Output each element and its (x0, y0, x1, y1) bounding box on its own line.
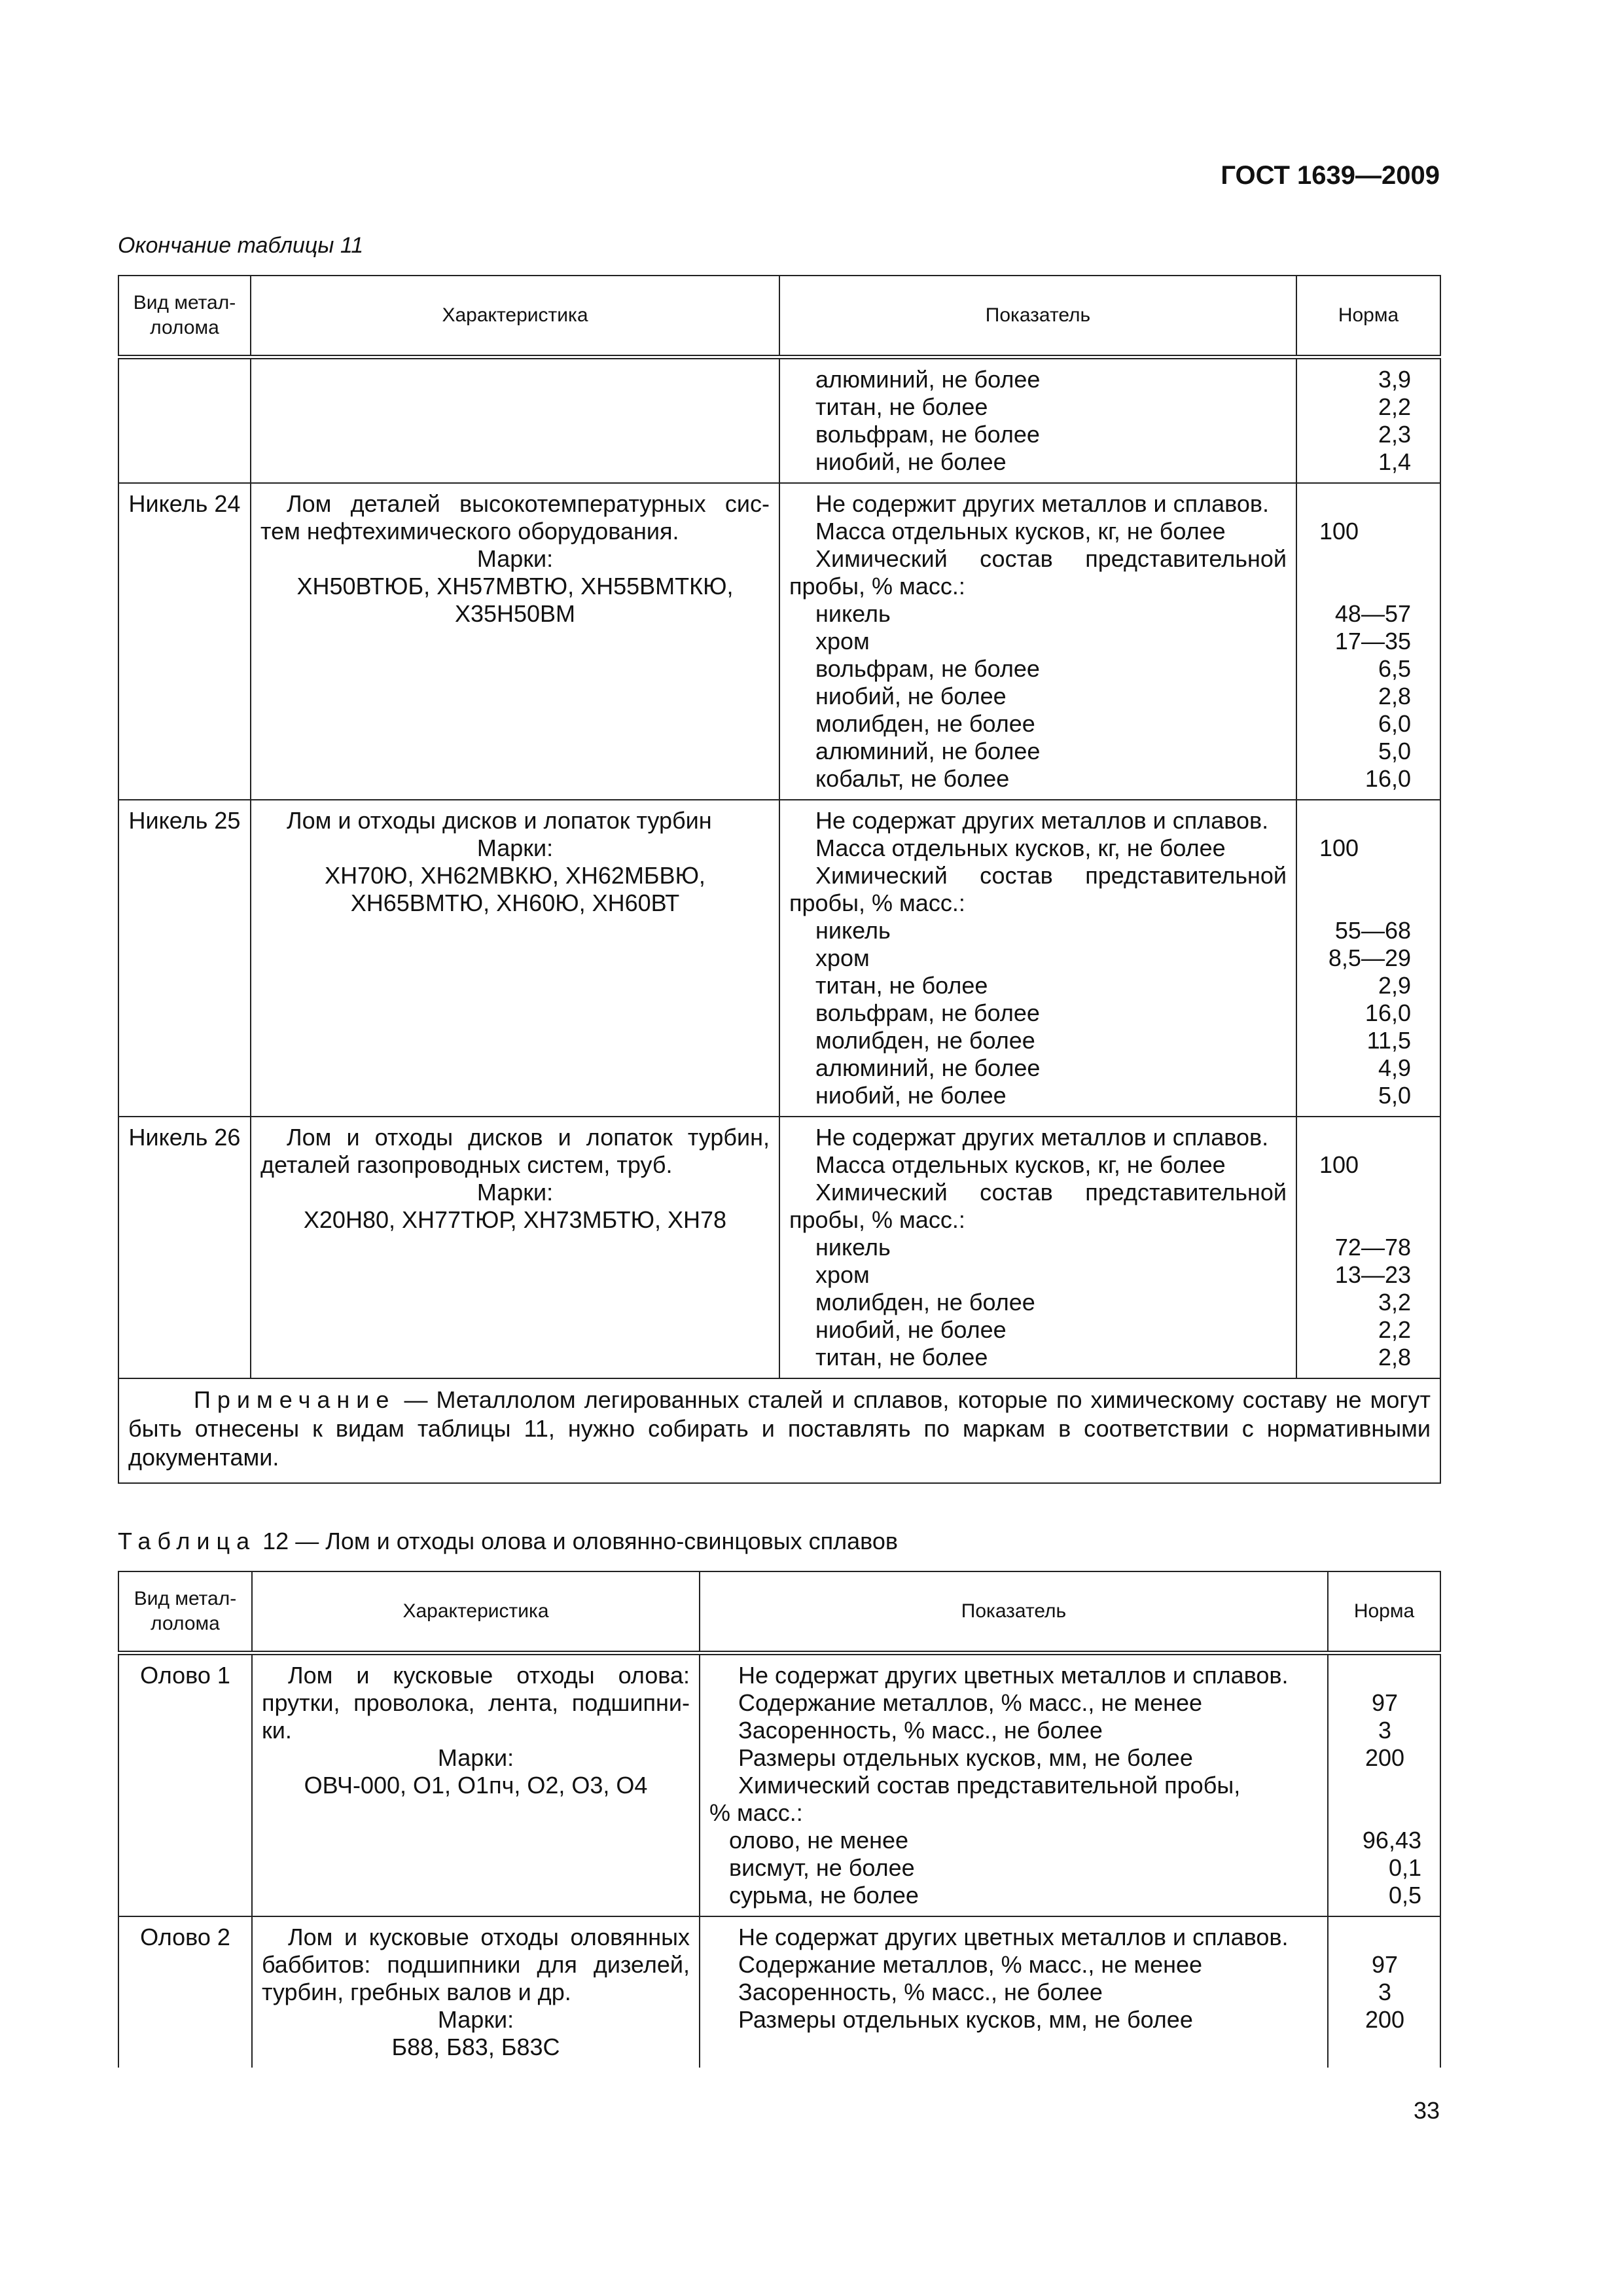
characteristic-line: баббитов: подшипники для дизелей, (262, 1951, 690, 1978)
kind-label: Олово 1 (140, 1662, 230, 1689)
norm-value: 100 (1319, 1151, 1359, 1178)
indicator-line: никель (815, 1234, 891, 1261)
table-12-caption: 12 — Лом и отходы олова и оловянно-свинцовых сплавов (256, 1528, 899, 1554)
norm-value: 97 (1371, 1689, 1399, 1716)
table-11 (118, 275, 1441, 1484)
column-header-characteristic: Характеристика (251, 276, 779, 357)
norm-value (1338, 1772, 1421, 1799)
indicator-cell (700, 1653, 1328, 1917)
norm-value: 16,0 (1364, 765, 1411, 792)
table-header-row (118, 1571, 1440, 1653)
grades-list: ХН70Ю, ХН62МВКЮ, ХН62МБВЮ, (325, 862, 705, 889)
norm-value: 3 (1378, 1979, 1392, 2005)
norm-value: 3,2 (1378, 1289, 1411, 1316)
indicator-line: вольфрам, не более (815, 999, 1040, 1026)
indicator-line: висмут, не более (729, 1854, 915, 1881)
grades-list: Х35Н50ВМ (454, 600, 576, 627)
indicator-line: Не содержит других металлов и сплавов. (815, 490, 1269, 517)
indicator-line: кобальт, не более (815, 765, 1010, 792)
indicator-cell (779, 1117, 1296, 1378)
table-row (118, 357, 1440, 484)
note-text: — Металлолом легированных сталей и сплавов, которые по химическому составу не могут быть отнесены к видам таблицы 11, нужно собирать и поставлять по маркам в соответствии с нормативными документами. (128, 1386, 1431, 1471)
indicator-line: Не содержат других металлов и сплавов. (815, 1124, 1269, 1151)
indicator-line: вольфрам, не более (815, 421, 1040, 448)
characteristic-line: турбин, гребных валов и др. (262, 1979, 571, 2005)
standard-number: ГОСТ 1639—2009 (1221, 161, 1440, 190)
indicator-line: молибден, не более (815, 1027, 1035, 1054)
characteristic-line: тем нефтехимического оборудования. (260, 518, 679, 545)
norm-value (1306, 862, 1411, 889)
grades-label: Марки: (476, 1179, 554, 1206)
norm-value (1338, 1924, 1421, 1951)
norm-value: 0,1 (1388, 1854, 1421, 1881)
indicator-line: Масса отдельных кусков, кг, не более (815, 1151, 1226, 1178)
norm-value: 2,8 (1378, 1344, 1411, 1371)
indicator-line: олово, не менее (729, 1827, 909, 1854)
characteristic-line: прутки, проволока, лента, подшипни- (262, 1689, 690, 1716)
indicator-line: пробы, % масс.: (789, 573, 965, 600)
indicator-line: алюминий, не более (815, 1054, 1041, 1081)
norm-value: 97 (1371, 1951, 1399, 1978)
indicator-line: Химический состав представительной пробы, (738, 1772, 1241, 1799)
indicator-line: никель (815, 917, 891, 944)
indicator-line: Не содержат других металлов и сплавов. (815, 807, 1269, 834)
characteristic-line: ки. (262, 1717, 292, 1744)
grades-list: ХН65ВМТЮ, ХН60Ю, ХН60ВТ (350, 889, 680, 916)
indicator-line: Не содержат других цветных металлов и сплавов. (738, 1662, 1289, 1689)
norm-value: 5,0 (1378, 1082, 1411, 1109)
norm-value: 16,0 (1364, 999, 1411, 1026)
grades-list: ОВЧ-000, О1, О1пч, О2, О3, О4 (304, 1772, 648, 1799)
characteristic-cell (251, 1117, 779, 1378)
grades-list: ХН50ВТЮБ, ХН57МВТЮ, ХН55ВМТКЮ, (296, 573, 734, 600)
table-12-label: Таблица (118, 1528, 257, 1554)
indicator-line: Масса отдельных кусков, кг, не более (815, 518, 1226, 545)
kind-cell (118, 800, 251, 1117)
indicator-cell (779, 357, 1296, 484)
grades-label: Марки: (437, 2006, 514, 2033)
norm-cell (1296, 1117, 1440, 1378)
norm-value: 100 (1319, 834, 1359, 861)
indicator-line: пробы, % масс.: (789, 889, 965, 916)
column-header-characteristic: Характеристика (252, 1571, 700, 1653)
kind-cell (118, 1916, 252, 2068)
column-header-indicator: Показатель (779, 276, 1296, 357)
norm-value (1338, 1662, 1421, 1689)
indicator-line: хром (815, 1261, 870, 1288)
norm-value: 1,4 (1378, 448, 1411, 475)
norm-value: 0,5 (1388, 1882, 1421, 1909)
indicator-line: Содержание металлов, % масс., не менее (738, 1951, 1203, 1978)
norm-value (1306, 545, 1411, 573)
norm-cell (1328, 1916, 1440, 2068)
indicator-line: ниобий, не более (815, 1316, 1007, 1343)
indicator-line: ниобий, не более (815, 683, 1007, 709)
table-note (118, 1378, 1440, 1483)
norm-value: 3,9 (1378, 366, 1411, 393)
norm-value: 55—68 (1334, 917, 1411, 944)
norm-value: 100 (1319, 518, 1359, 545)
indicator-line: алюминий, не более (815, 366, 1041, 393)
indicator-line: алюминий, не более (815, 738, 1041, 764)
column-header-norm: Норма (1328, 1571, 1440, 1653)
kind-cell (118, 357, 251, 484)
page-number: 33 (1413, 2097, 1440, 2124)
kind-label: Олово 2 (140, 1924, 230, 1950)
indicator-line: сурьма, не более (729, 1882, 919, 1909)
norm-cell (1296, 357, 1440, 484)
norm-value: 11,5 (1366, 1027, 1411, 1054)
norm-cell (1296, 483, 1440, 800)
indicator-line: никель (815, 600, 891, 627)
indicator-line: хром (815, 944, 870, 971)
norm-value: 13—23 (1334, 1261, 1411, 1288)
note-row (118, 1378, 1440, 1483)
norm-value: 200 (1364, 1744, 1405, 1771)
norm-value: 2,2 (1378, 393, 1411, 420)
kind-label: Никель 24 (128, 490, 241, 517)
table-header-row (118, 276, 1440, 357)
column-header-norm: Норма (1296, 276, 1440, 357)
table-row (118, 800, 1440, 1117)
characteristic-line: Лом и отходы дисков и лопаток турбин, (287, 1124, 770, 1151)
norm-value: 96,43 (1362, 1827, 1421, 1854)
kind-cell (118, 1653, 252, 1917)
norm-value: 2,8 (1378, 683, 1411, 709)
grades-label: Марки: (476, 834, 554, 861)
kind-label: Никель 25 (128, 807, 241, 834)
indicator-line: ниобий, не более (815, 1082, 1007, 1109)
norm-value: 48—57 (1334, 600, 1411, 627)
indicator-line: молибден, не более (815, 1289, 1035, 1316)
norm-cell (1296, 800, 1440, 1117)
indicator-line: титан, не более (815, 972, 988, 999)
indicator-line: Не содержат других цветных металлов и сплавов. (738, 1924, 1289, 1950)
norm-value (1306, 1124, 1411, 1151)
table-row (118, 483, 1440, 800)
norm-value (1306, 1206, 1411, 1234)
characteristic-cell (252, 1916, 700, 2068)
indicator-line: молибден, не более (815, 710, 1035, 737)
norm-cell (1328, 1653, 1440, 1917)
kind-label: Никель 26 (128, 1124, 241, 1151)
indicator-cell (700, 1916, 1328, 2068)
norm-value (1306, 889, 1411, 917)
indicator-line: Засоренность, % масс., не более (738, 1979, 1103, 2005)
characteristic-line: деталей газопроводных систем, труб. (260, 1151, 673, 1178)
indicator-line: Размеры отдельных кусков, мм, не более (738, 1744, 1193, 1771)
indicator-line: пробы, % масс.: (789, 1206, 965, 1233)
table-row (118, 1117, 1440, 1378)
indicator-line: Химический состав представительной (815, 1179, 1287, 1206)
characteristic-line: Лом и отходы дисков и лопаток турбин (287, 807, 712, 834)
table-12 (118, 1571, 1441, 2068)
characteristic-line: Лом деталей высокотемпературных сис- (287, 490, 770, 517)
norm-value (1338, 1799, 1421, 1827)
norm-value (1306, 807, 1411, 834)
indicator-line: Масса отдельных кусков, кг, не более (815, 834, 1226, 861)
table-row (118, 1916, 1440, 2068)
characteristic-cell (251, 357, 779, 484)
grades-list: Б88, Б83, Б83С (391, 2034, 560, 2060)
indicator-cell (779, 483, 1296, 800)
indicator-line: хром (815, 628, 870, 655)
norm-value (1306, 573, 1411, 600)
indicator-line: % масс.: (709, 1799, 803, 1826)
grades-label: Марки: (437, 1744, 514, 1771)
indicator-line: Химический состав представительной (815, 545, 1287, 572)
indicator-line: Засоренность, % масс., не более (738, 1717, 1103, 1744)
norm-value: 6,0 (1378, 710, 1411, 737)
norm-value: 8,5—29 (1328, 944, 1411, 971)
table-row (118, 1653, 1440, 1917)
characteristic-cell (252, 1653, 700, 1917)
indicator-line: Содержание металлов, % масс., не менее (738, 1689, 1203, 1716)
column-header-kind: Вид метал-лолома (118, 276, 251, 357)
note-label: Примечание (194, 1386, 396, 1413)
norm-value: 200 (1364, 2006, 1405, 2033)
norm-value (1306, 490, 1411, 518)
indicator-line: вольфрам, не более (815, 655, 1040, 682)
indicator-cell (779, 800, 1296, 1117)
norm-value: 72—78 (1334, 1234, 1411, 1261)
table-continuation-caption: Окончание таблицы 11 (118, 233, 364, 258)
characteristic-line: Лом и кусковые отходы оловянных (288, 1924, 690, 1950)
norm-value: 4,9 (1378, 1054, 1411, 1081)
column-header-kind: Вид метал-лолома (118, 1571, 252, 1653)
indicator-line: Химический состав представительной (815, 862, 1287, 889)
grades-label: Марки: (476, 545, 554, 572)
column-header-indicator: Показатель (700, 1571, 1328, 1653)
norm-value: 2,9 (1378, 972, 1411, 999)
norm-value: 2,3 (1378, 421, 1411, 448)
norm-value: 6,5 (1378, 655, 1411, 682)
norm-value: 5,0 (1378, 738, 1411, 764)
table-12-title (118, 1525, 1440, 1558)
indicator-line: Размеры отдельных кусков, мм, не более (738, 2006, 1193, 2033)
grades-list: Х20Н80, ХН77ТЮР, ХН73МБТЮ, ХН78 (303, 1206, 727, 1233)
indicator-line: титан, не более (815, 1344, 988, 1371)
norm-value: 2,2 (1378, 1316, 1411, 1343)
kind-cell (118, 1117, 251, 1378)
indicator-line: ниобий, не более (815, 448, 1007, 475)
indicator-line: титан, не более (815, 393, 988, 420)
characteristic-cell (251, 483, 779, 800)
characteristic-line: Лом и кусковые отходы олова: (288, 1662, 690, 1689)
norm-value: 17—35 (1334, 628, 1411, 655)
kind-cell (118, 483, 251, 800)
characteristic-cell (251, 800, 779, 1117)
norm-value: 3 (1378, 1717, 1392, 1744)
norm-value (1306, 1179, 1411, 1206)
